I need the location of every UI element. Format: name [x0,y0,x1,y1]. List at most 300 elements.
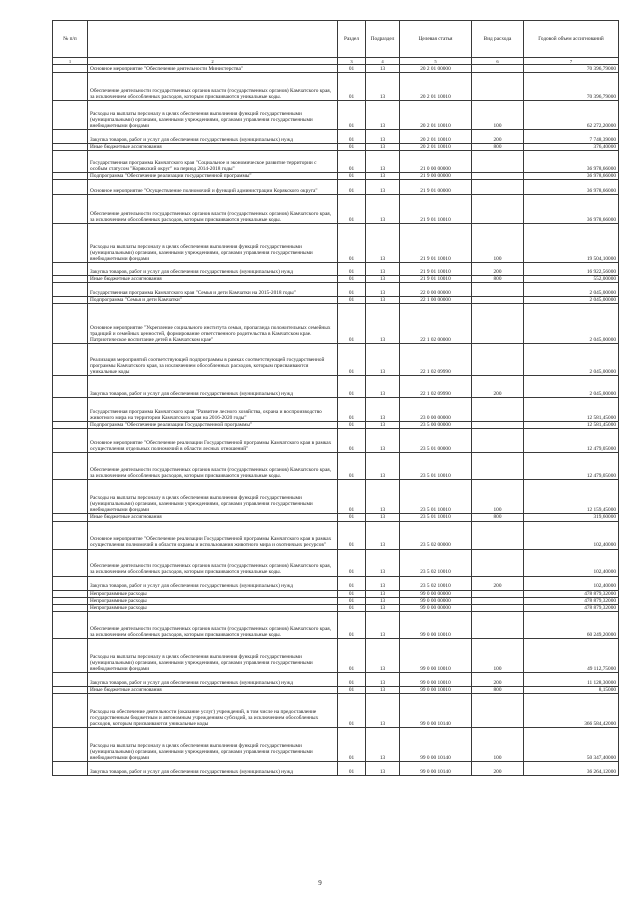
row-number-cell [53,297,88,304]
row-subsection-cell: 13 [366,453,400,480]
row-number-cell [53,65,88,73]
row-section-cell: 01 [338,672,366,686]
row-number-cell [53,693,88,727]
row-amount-cell: 319,60000 [524,514,619,521]
row-exp-type-cell [472,597,524,604]
row-number-cell [53,590,88,597]
row-subsection-cell: 13 [366,376,400,398]
row-section-cell: 01 [338,761,366,775]
row-target-cell: 23 0 00 00000 [400,398,472,422]
row-subsection-cell: 13 [366,727,400,761]
row-subsection-cell: 13 [366,576,400,590]
row-subsection-cell: 13 [366,429,400,453]
row-name-cell: Подпрограмма "Обеспечение реализации Государственной программы" [88,422,338,429]
table-row [53,429,619,453]
row-name-cell: Иные бюджетные ассигнования [88,686,338,693]
row-amount-cell: 2 045,00000 [524,304,619,344]
row-exp-type-cell: 200 [472,576,524,590]
row-subsection-cell: 13 [366,73,400,101]
row-section-cell: 01 [338,344,366,376]
row-section-cell: 01 [338,304,366,344]
row-amount-cell: 2 045,00000 [524,297,619,304]
row-number-cell [53,224,88,263]
column-number: 3 [338,58,366,65]
row-target-cell: 99 0 00 10010 [400,611,472,638]
table-row [53,180,619,195]
table-row [53,422,619,429]
row-name-cell: Основное мероприятие "Обеспечение реализации Государственной программы Камчатского края в рамках осуществления полномочий в области охраны и использования животного мира и охотничьих ресурсов" [88,521,338,549]
row-exp-type-cell [472,283,524,297]
row-section-cell: 01 [338,590,366,597]
row-subsection-cell: 13 [366,422,400,429]
row-amount-cell: 12 581,45000 [524,422,619,429]
header-target: Целевая статья [400,21,472,58]
table-row [53,514,619,521]
row-target-cell: 23 5 01 10010 [400,453,472,480]
row-exp-type-cell [472,693,524,727]
row-exp-type-cell: 800 [472,686,524,693]
row-name-cell: Обеспечение деятельности государственных органов власти (государственных органов) Камчатского края, за исключением обособленных расходов, которым присваиваются уникальные коды. [88,195,338,224]
row-exp-type-cell [472,549,524,576]
table-row [53,693,619,727]
row-amount-cell: 70 396,79000 [524,73,619,101]
row-number-cell [53,521,88,549]
row-exp-type-cell [472,73,524,101]
table-row [53,672,619,686]
row-section-cell: 01 [338,693,366,727]
row-subsection-cell: 13 [366,514,400,521]
row-exp-type-cell: 100 [472,101,524,130]
row-target-cell: 23 5 02 00000 [400,521,472,549]
row-name-cell: Расходы на выплаты персоналу в целях обеспечения выполнения функций государственными (муниципальными) органами, казенными учреждениями, органами управления государственными внебюджетными фондами [88,480,338,514]
row-amount-cell: 49 112,75000 [524,638,619,672]
row-amount-cell: 366 584,42000 [524,693,619,727]
row-section-cell: 01 [338,376,366,398]
table-row [53,604,619,611]
row-name-cell: Основное мероприятие "Осуществление полномочий и функций администрации Корякского округа" [88,180,338,195]
row-number-cell [53,180,88,195]
row-number-cell [53,604,88,611]
table-row [53,453,619,480]
row-section-cell: 01 [338,283,366,297]
column-number: 6 [472,58,524,65]
row-subsection-cell: 13 [366,304,400,344]
row-subsection-cell: 13 [366,65,400,73]
row-number-cell [53,453,88,480]
table-body [53,65,619,776]
row-subsection-cell: 13 [366,480,400,514]
row-amount-cell: 19 504,10000 [524,224,619,263]
row-target-cell: 23 5 01 10010 [400,480,472,514]
row-number-cell [53,344,88,376]
row-number-cell [53,549,88,576]
row-exp-type-cell [472,65,524,73]
row-number-cell [53,514,88,521]
row-amount-cell: 102,40000 [524,549,619,576]
row-amount-cell: 102,40000 [524,521,619,549]
row-target-cell: 99 0 00 10140 [400,693,472,727]
row-section-cell: 01 [338,224,366,263]
row-amount-cell: 376,40000 [524,144,619,151]
row-amount-cell: 36 978,66000 [524,195,619,224]
row-section-cell: 01 [338,297,366,304]
row-subsection-cell: 13 [366,693,400,727]
row-subsection-cell: 13 [366,590,400,597]
table-row [53,576,619,590]
row-exp-type-cell [472,297,524,304]
row-exp-type-cell [472,344,524,376]
table-row [53,638,619,672]
row-amount-cell: 2 045,00000 [524,376,619,398]
row-subsection-cell: 13 [366,224,400,263]
row-section-cell: 01 [338,130,366,144]
table-row [53,73,619,101]
row-amount-cell: 36 978,66000 [524,173,619,180]
row-section-cell: 01 [338,480,366,514]
row-amount-cell: 50 347,40000 [524,727,619,761]
row-exp-type-cell [472,604,524,611]
row-amount-cell: 102,40000 [524,576,619,590]
table-row [53,173,619,180]
row-name-cell: Непрограммные расходы [88,590,338,597]
row-section-cell: 01 [338,276,366,283]
row-exp-type-cell [472,422,524,429]
row-target-cell: 21 9 01 10010 [400,276,472,283]
row-subsection-cell: 13 [366,283,400,297]
row-number-cell [53,101,88,130]
row-name-cell: Закупка товаров, работ и услуг для обеспечения государственных (муниципальных) нужд [88,130,338,144]
row-exp-type-cell [472,398,524,422]
row-name-cell: Закупка товаров, работ и услуг для обеспечения государственных (муниципальных) нужд [88,576,338,590]
row-exp-type-cell: 800 [472,276,524,283]
row-subsection-cell: 13 [366,180,400,195]
row-target-cell: 23 5 02 10010 [400,549,472,576]
table-row [53,65,619,73]
row-name-cell: Подпрограмма "Семья и дети Камчатки" [88,297,338,304]
row-target-cell: 23 5 01 00000 [400,429,472,453]
row-target-cell: 21 9 01 10010 [400,263,472,276]
row-number-cell [53,73,88,101]
row-name-cell: Закупка товаров, работ и услуг для обеспечения государственных (муниципальных) нужд [88,263,338,276]
page-number: 9 [318,879,322,887]
row-exp-type-cell: 100 [472,224,524,263]
row-amount-cell: 62 272,20000 [524,101,619,130]
row-number-cell [53,195,88,224]
row-subsection-cell: 13 [366,344,400,376]
row-number-cell [53,173,88,180]
row-exp-type-cell [472,195,524,224]
row-exp-type-cell [472,590,524,597]
row-section-cell: 01 [338,151,366,173]
row-section-cell: 01 [338,173,366,180]
row-subsection-cell: 13 [366,130,400,144]
row-exp-type-cell: 200 [472,263,524,276]
row-subsection-cell: 13 [366,297,400,304]
row-section-cell: 01 [338,521,366,549]
row-number-cell [53,672,88,686]
row-name-cell: Государственная программа Камчатского края "Развитие лесного хозяйства, охрана и воспроизводство животного мира на территории Камчатского края на 2016-2020 годы" [88,398,338,422]
row-section-cell: 01 [338,604,366,611]
row-amount-cell: 7 748,39000 [524,130,619,144]
row-exp-type-cell: 800 [472,514,524,521]
row-name-cell: Основное мероприятие "Обеспечение деятельности Министерства" [88,65,338,73]
table-row [53,686,619,693]
row-name-cell: Закупка товаров, работ и услуг для обеспечения государственных (муниципальных) нужд [88,376,338,398]
row-subsection-cell: 13 [366,173,400,180]
row-target-cell: 21 9 00 00000 [400,173,472,180]
row-target-cell: 22 0 00 00000 [400,283,472,297]
row-subsection-cell: 13 [366,761,400,775]
row-subsection-cell: 13 [366,604,400,611]
row-name-cell: Иные бюджетные ассигнования [88,144,338,151]
row-number-cell [53,422,88,429]
table-row [53,549,619,576]
row-exp-type-cell [472,304,524,344]
row-number-cell [53,283,88,297]
row-subsection-cell: 13 [366,638,400,672]
row-number-cell [53,761,88,775]
row-number-cell [53,611,88,638]
row-subsection-cell: 13 [366,276,400,283]
row-subsection-cell: 13 [366,101,400,130]
budget-allocation-table [52,20,619,776]
row-section-cell: 01 [338,180,366,195]
row-subsection-cell: 13 [366,549,400,576]
table-row [53,224,619,263]
row-name-cell: Основное мероприятие "Укрепление социального института семьи, пропаганда положительных семейных традиций и семейных ценностей, формирование ответственного родительства в Камчатском крае. Патриотическое воспитание детей в Камчатском крае" [88,304,338,344]
header-subsection: Подраздел [366,21,400,58]
row-subsection-cell: 13 [366,597,400,604]
row-amount-cell: 12 479,05000 [524,429,619,453]
row-exp-type-cell: 200 [472,376,524,398]
table-row [53,398,619,422]
row-subsection-cell: 13 [366,398,400,422]
table-row [53,151,619,173]
row-amount-cell: 12 581,45000 [524,398,619,422]
row-subsection-cell: 13 [366,151,400,173]
row-section-cell: 01 [338,195,366,224]
table-row [53,263,619,276]
row-section-cell: 01 [338,422,366,429]
row-target-cell: 21 9 01 10010 [400,224,472,263]
row-number-cell [53,151,88,173]
row-name-cell: Обеспечение деятельности государственных органов власти (государственных органов) Камчатского края, за исключением обособленных расходов, которым присваиваются уникальные коды. [88,453,338,480]
row-target-cell: 99 0 00 10010 [400,638,472,672]
table-row [53,590,619,597]
header-amount: Годовой объем ассигнований [524,21,619,58]
row-target-cell: 21 0 00 00000 [400,151,472,173]
row-number-cell [53,144,88,151]
row-target-cell: 23 5 01 10010 [400,514,472,521]
row-number-cell [53,276,88,283]
table-row [53,283,619,297]
row-section-cell: 01 [338,73,366,101]
table-row [53,144,619,151]
header-exp-type: Вид расхода [472,21,524,58]
table-row [53,611,619,638]
row-amount-cell: 12 159,45000 [524,480,619,514]
table-row [53,130,619,144]
row-name-cell: Закупка товаров, работ и услуг для обеспечения государственных (муниципальных) нужд [88,761,338,775]
row-exp-type-cell [472,173,524,180]
row-amount-cell: 8,15000 [524,686,619,693]
row-target-cell: 20 2 01 10010 [400,101,472,130]
row-subsection-cell: 13 [366,144,400,151]
row-amount-cell: 2 045,00000 [524,283,619,297]
row-amount-cell: 12 479,05000 [524,453,619,480]
row-name-cell: Расходы на выплаты персоналу в целях обеспечения выполнения функций государственными (муниципальными) органами, казенными учреждениями, органами управления государственными внебюджетными фондами [88,727,338,761]
table-row [53,727,619,761]
row-exp-type-cell: 100 [472,480,524,514]
table-row [53,480,619,514]
column-number: 1 [53,58,88,65]
row-subsection-cell: 13 [366,672,400,686]
row-section-cell: 01 [338,398,366,422]
row-name-cell: Расходы на выплаты персоналу в целях обеспечения выполнения функций государственными (муниципальными) органами, казенными учреждениями, органами управления государственными внебюджетными фондами [88,638,338,672]
row-exp-type-cell: 100 [472,727,524,761]
row-exp-type-cell: 100 [472,638,524,672]
table-row [53,761,619,775]
row-number-cell [53,576,88,590]
row-amount-cell: 552,00000 [524,276,619,283]
row-section-cell: 01 [338,429,366,453]
row-target-cell: 99 0 00 00000 [400,597,472,604]
row-amount-cell: 36 264,12000 [524,761,619,775]
row-number-cell [53,727,88,761]
row-target-cell: 23 5 02 10010 [400,576,472,590]
row-target-cell: 22 1 02 09990 [400,344,472,376]
row-number-cell [53,638,88,672]
row-name-cell: Подпрограмма "Обеспечение реализации государственной программы" [88,173,338,180]
row-name-cell: Обеспечение деятельности государственных органов власти (государственных органов) Камчатского края, за исключением обособленных расходов, которым присваиваются уникальные коды. [88,549,338,576]
row-exp-type-cell: 200 [472,130,524,144]
header-num: № п/п [53,21,88,58]
row-subsection-cell: 13 [366,521,400,549]
row-target-cell: 20 2 01 00000 [400,65,472,73]
row-section-cell: 01 [338,453,366,480]
row-section-cell: 01 [338,638,366,672]
row-amount-cell: 478 879,32000 [524,590,619,597]
row-exp-type-cell [472,521,524,549]
row-amount-cell: 2 045,00000 [524,344,619,376]
row-target-cell: 20 2 01 10010 [400,130,472,144]
table-row [53,521,619,549]
row-amount-cell: 11 128,30000 [524,672,619,686]
row-name-cell: Обеспечение деятельности государственных органов власти (государственных органов) Камчатского края, за исключением обособленных расходов, которым присваиваются уникальные коды. [88,611,338,638]
row-section-cell: 01 [338,65,366,73]
row-section-cell: 01 [338,101,366,130]
row-name-cell: Непрограммные расходы [88,597,338,604]
table-row [53,344,619,376]
row-subsection-cell: 13 [366,611,400,638]
row-section-cell: 01 [338,597,366,604]
row-target-cell: 22 1 02 09990 [400,376,472,398]
row-number-cell [53,597,88,604]
column-number: 7 [524,58,619,65]
row-subsection-cell: 13 [366,686,400,693]
row-number-cell [53,263,88,276]
table-row [53,101,619,130]
row-section-cell: 01 [338,576,366,590]
header-name [88,21,338,58]
row-amount-cell: 478 879,32000 [524,604,619,611]
table-header-row [53,21,619,58]
table-row [53,297,619,304]
row-target-cell: 99 0 00 10140 [400,761,472,775]
row-exp-type-cell [472,453,524,480]
row-number-cell [53,376,88,398]
row-exp-type-cell: 800 [472,144,524,151]
row-name-cell: Обеспечение деятельности государственных органов власти (государственных органов) Камчатского края, за исключением обособленных расходов, которым присваиваются уникальные коды. [88,73,338,101]
row-section-cell: 01 [338,611,366,638]
row-target-cell: 20 2 01 10010 [400,144,472,151]
column-number: 5 [400,58,472,65]
row-number-cell [53,480,88,514]
row-number-cell [53,304,88,344]
column-number: 2 [88,58,338,65]
row-target-cell: 21 9 01 00000 [400,180,472,195]
row-name-cell: Иные бюджетные ассигнования [88,276,338,283]
row-target-cell: 22 1 02 00000 [400,304,472,344]
row-target-cell: 23 5 00 00000 [400,422,472,429]
row-exp-type-cell [472,180,524,195]
row-section-cell: 01 [338,686,366,693]
row-target-cell: 99 0 00 10010 [400,686,472,693]
row-section-cell: 01 [338,144,366,151]
row-exp-type-cell: 200 [472,761,524,775]
row-target-cell: 99 0 00 10010 [400,672,472,686]
row-name-cell: Государственная программа Камчатского края "Социальное и экономическое развитие территории с особым статусом "Корякский округ" на период 2014-2018 годы" [88,151,338,173]
row-amount-cell: 36 978,66000 [524,151,619,173]
row-section-cell: 01 [338,514,366,521]
row-exp-type-cell [472,429,524,453]
row-amount-cell: 70 396,79000 [524,65,619,73]
row-name-cell: Непрограммные расходы [88,604,338,611]
row-name-cell: Основное мероприятие "Обеспечение реализации Государственной программы Камчатского края в рамках осуществления отдельных полномочий в области лесных отношений" [88,429,338,453]
row-subsection-cell: 13 [366,195,400,224]
row-amount-cell: 478 879,32000 [524,597,619,604]
table-row [53,304,619,344]
row-exp-type-cell [472,151,524,173]
row-target-cell: 21 9 01 10010 [400,195,472,224]
row-name-cell: Расходы на выплаты персоналу в целях обеспечения выполнения функций государственными (муниципальными) органами, казенными учреждениями, органами управления государственными внебюджетными фондами [88,101,338,130]
row-target-cell: 20 2 01 10010 [400,73,472,101]
row-name-cell: Иные бюджетные ассигнования [88,514,338,521]
header-section: Раздел [338,21,366,58]
row-subsection-cell: 13 [366,263,400,276]
row-section-cell: 01 [338,263,366,276]
row-amount-cell: 16 922,56000 [524,263,619,276]
row-target-cell: 99 0 00 00000 [400,604,472,611]
row-exp-type-cell: 200 [472,672,524,686]
row-name-cell: Расходы на обеспечение деятельности (оказание услуг) учреждений, в том числе на предоставление государственным бюджетным и автономным учреждениям субсидий, за исключением обособленных расходов, которым присваиваются уникальные коды [88,693,338,727]
table-row [53,597,619,604]
row-target-cell: 22 1 00 00000 [400,297,472,304]
column-number: 4 [366,58,400,65]
row-amount-cell: 60 249,20000 [524,611,619,638]
row-amount-cell: 36 978,66000 [524,180,619,195]
row-number-cell [53,130,88,144]
row-exp-type-cell [472,611,524,638]
column-number-row [53,58,619,65]
row-name-cell: Расходы на выплаты персоналу в целях обеспечения выполнения функций государственными (муниципальными) органами, казенными учреждениями, органами управления государственными внебюджетными фондами [88,224,338,263]
row-number-cell [53,429,88,453]
table-row [53,195,619,224]
row-target-cell: 99 0 00 00000 [400,590,472,597]
row-target-cell: 99 0 00 10140 [400,727,472,761]
row-name-cell: Государственная программа Камчатского края "Семья и дети Камчатки на 2015-2018 годы" [88,283,338,297]
table-row [53,276,619,283]
